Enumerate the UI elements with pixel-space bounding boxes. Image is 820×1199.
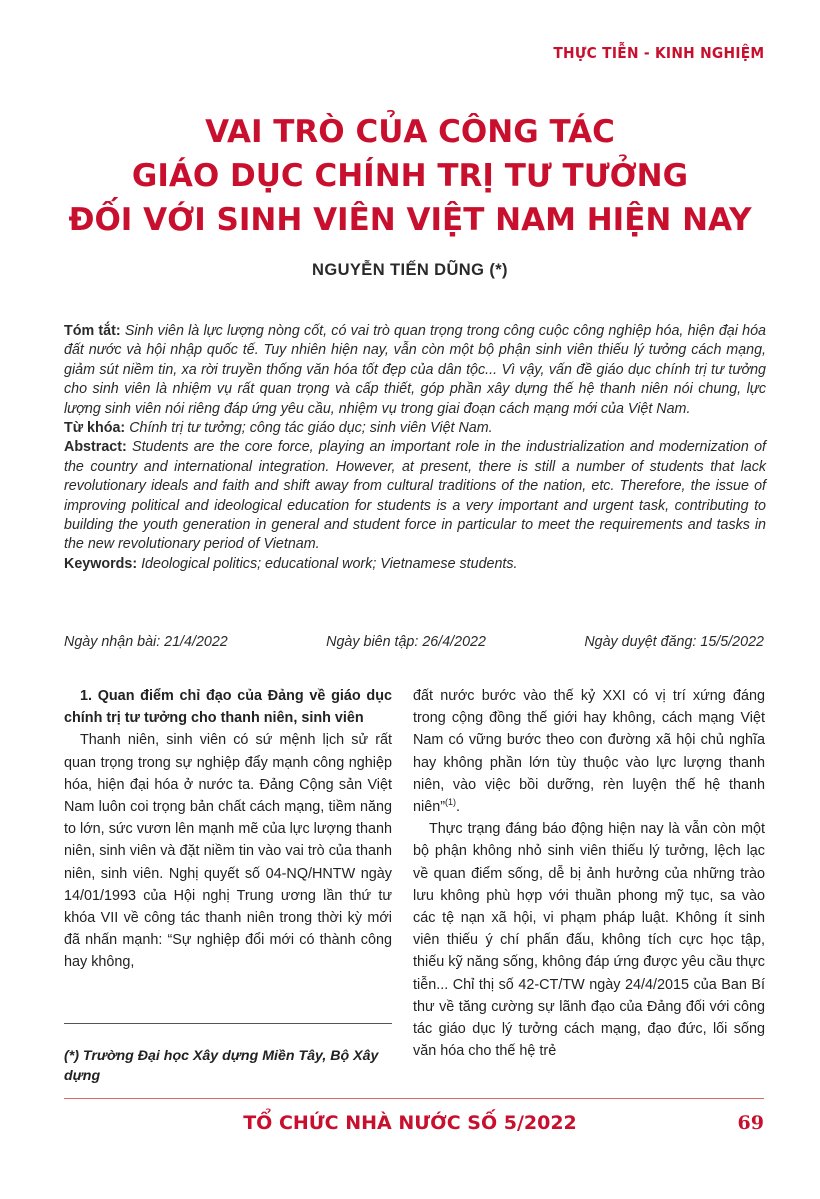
author-footnote: (*) Trường Đại học Xây dựng Miền Tây, Bộ Xây dựng <box>64 1048 379 1084</box>
body-column-left <box>64 685 392 974</box>
title-line-2: GIÁO DỤC CHÍNH TRỊ TƯ TƯỞNG <box>131 158 689 194</box>
footnote-divider <box>64 1023 392 1024</box>
keywords-vi-text: Chính trị tư tưởng; công tác giáo dục; sinh viên Việt Nam. <box>129 420 493 437</box>
keywords-en-label: Keywords: <box>64 555 138 572</box>
section-header: THỰC TIỄN - KINH NGHIỆM <box>552 44 764 62</box>
title-line-1: VAI TRÒ CỦA CÔNG TÁC <box>205 114 615 150</box>
summary-label: Tóm tắt: <box>64 323 121 339</box>
footnote-ref-1: (1) <box>445 797 456 808</box>
body-paragraph-1: Thanh niên, sinh viên có sứ mệnh lịch sử rất quan trọng trong sự nghiệp đẩy mạnh công nghiệp hóa, hiện đại hóa ở nước ta. Đảng Cộng sản Việt Nam luôn coi trọng bản chất cách mạng, tiềm năng to lớn, sức vươn lên mạnh mẽ của lực lượng thanh niên, sinh viên và đặt niềm tin vào vai trò của thanh niên, sinh viên. Nghị quyết số 04-NQ/HNTW ngày 14/01/1993 của Hội nghị Trung ương lần thứ tư khóa VII về công tác thanh niên trong thời kỳ mới đã nhấn mạnh: “Sự nghiệp đổi mới có thành công hay không, <box>64 732 392 971</box>
article-dates <box>64 634 764 650</box>
abstract-en-label: Abstract: <box>64 439 127 456</box>
keywords-vi-label: Từ khóa: <box>64 420 126 437</box>
article-title <box>40 110 780 242</box>
journal-name: TỔ CHỨC NHÀ NƯỚC SỐ 5/2022 <box>243 1112 577 1134</box>
summary-text: Sinh viên là lực lượng nòng cốt, có vai trò quan trọng trong công cuộc công nghiệp hóa, hiện đại hóa đất nước và hội nhập quốc tế. Tuy nhiên hiện nay, vẫn còn một bộ phận sinh viên thiếu lý tưởng cách mạng, giảm sút niềm tin, xa rời truyền thống văn hóa tốt đẹp của dân tộc... Vì vậy, vấn đề giáo dục chính trị tư tưởng cho sinh viên là nhiệm vụ rất quan trọng và cấp thiết, góp phần xây dựng thế hệ thanh niên nói chung, lực lượng sinh viên nói riêng đáp ứng yêu cầu, nhiệm vụ trong giai đoạn cách mạng mới của Việt Nam. <box>64 323 766 417</box>
author-name: NGUYỄN TIẾN DŨNG (*) <box>312 261 508 279</box>
keywords-en-paragraph <box>64 555 766 574</box>
section-heading-1: 1. Quan điểm chỉ đạo của Đảng về giáo dục chính trị tư tưởng cho thanh niên, sinh viên <box>64 688 392 727</box>
abstract-en-paragraph <box>64 438 766 554</box>
abstract-block <box>64 322 766 574</box>
body-paragraph-3: Thực trạng đáng báo động hiện nay là vẫn còn một bộ phận không nhỏ sinh viên thiếu lý tưởng, lệch lạc về quan điểm sống, dễ bị ảnh hưởng của những trào lưu không phù hợp với thuần phong mỹ tục, sa vào các tệ nạn xã hội, vi phạm pháp luật. Không ít sinh viên thiếu ý chí phấn đấu, không tích cực học tập, thiếu kỹ năng sống, không đáp ứng được yêu cầu thực tiễn... Chỉ thị số 42-CT/TW ngày 24/4/2015 của Ban Bí thư về tăng cường sự lãnh đạo của Đảng đối với công tác giáo dục lý tưởng cách mạng, đạo đức, lối sống văn hóa cho thế hệ trẻ <box>413 821 765 1060</box>
date-received: Ngày nhận bài: 21/4/2022 <box>64 634 228 650</box>
keywords-en-text: Ideological politics; educational work; Vietnamese students. <box>141 555 518 572</box>
body-column-right <box>413 685 765 1062</box>
abstract-en-text: Students are the core force, playing an important role in the industrialization and modernization of the country and international integration. However, at present, there is still a number of students that lack revolutionary ideals and faith and shift away from cultural traditions of the nation, etc. Therefore, the issue of improving political and ideological education for students is a very important and urgent task, contributing to building the youth generation in general and student force in particular to meet the requirements and tasks in the new revolutionary period of Vietnam. <box>64 439 766 553</box>
date-edited: Ngày biên tập: 26/4/2022 <box>326 634 486 650</box>
body-paragraph-2-end: . <box>456 799 460 816</box>
summary-paragraph <box>64 322 766 419</box>
footer-divider <box>64 1098 764 1099</box>
date-approved: Ngày duyệt đăng: 15/5/2022 <box>584 634 764 650</box>
body-paragraph-2 <box>413 685 765 818</box>
body-paragraph-2-text: đất nước bước vào thế kỷ XXI có vị trí xứng đáng trong cộng đồng thế giới hay không, cách mạng Việt Nam có vững bước theo con đường xã hội chủ nghĩa hay không phần lớn tùy thuộc vào lực lượng thanh niên, vào việc bồi dưỡng, rèn luyện thế hệ thanh niên” <box>413 688 765 816</box>
title-line-3: ĐỐI VỚI SINH VIÊN VIỆT NAM HIỆN NAY <box>68 202 752 238</box>
page-number: 69 <box>737 1112 764 1134</box>
keywords-vi-paragraph <box>64 419 766 438</box>
